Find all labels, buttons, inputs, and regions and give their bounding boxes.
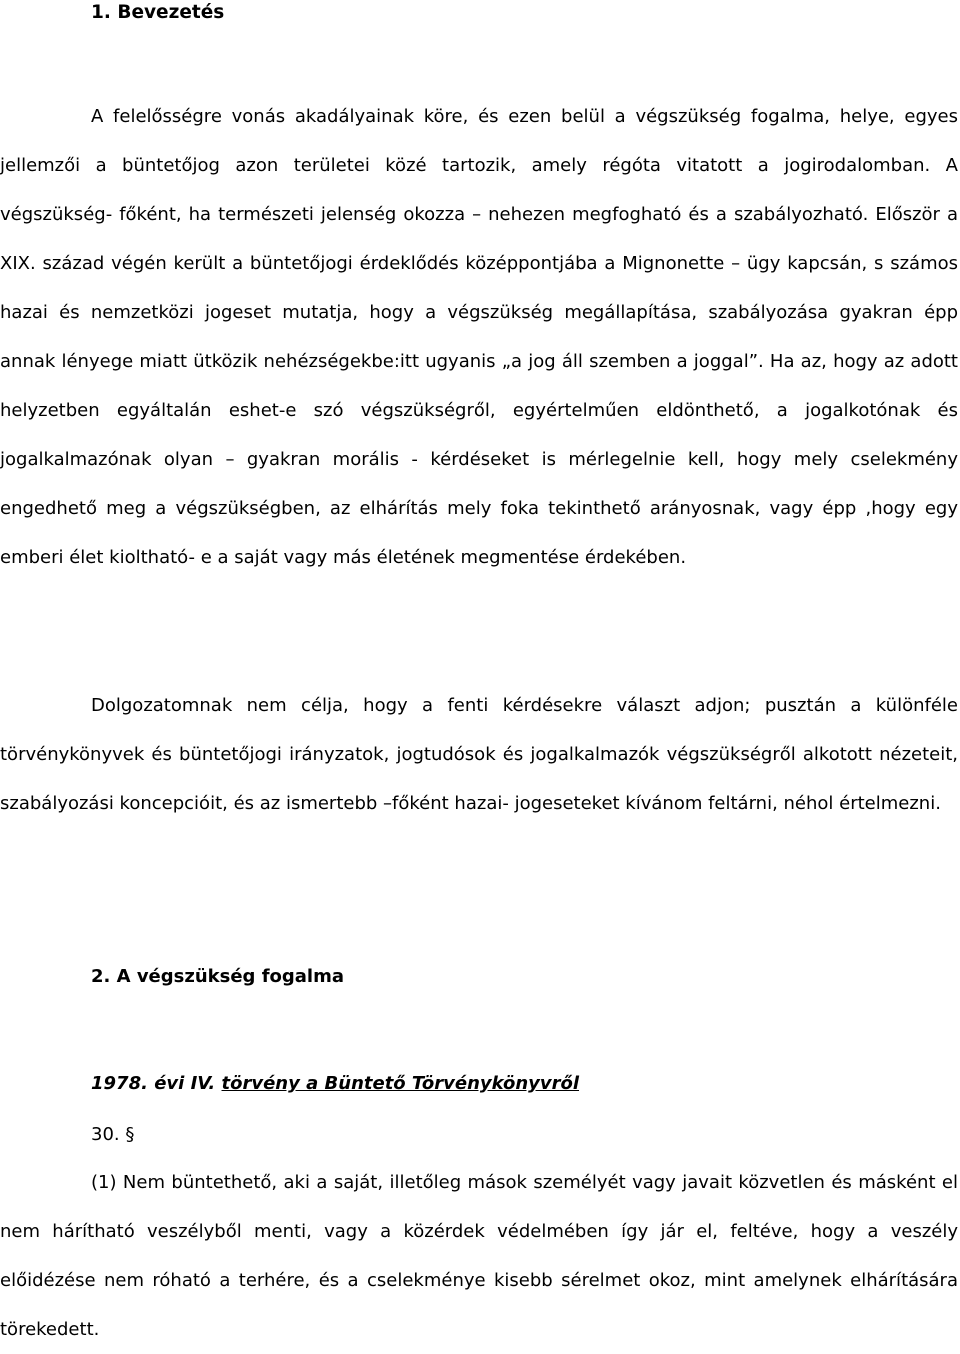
section-heading-definition: 2. A végszükség fogalma xyxy=(91,966,345,987)
law-title-prefix: 1978. évi IV. xyxy=(91,1073,222,1094)
paragraph-thesis-aim: Dolgozatomnak nem célja, hogy a fenti kérdésekre választ adjon; pusztán a különféle törvénykönyvek és büntetőjogi irányzatok, jogtudósok és jogalkalmazók végszükségről alkotott nézeteit, szabályozási koncepcióit, és az ismertebb –főként hazai- jogeseteket kívánom feltárni, néhol értelmezni. xyxy=(0,695,958,814)
law-title-underlined: törvény a Büntető Törvénykönyvről xyxy=(221,1073,580,1094)
paragraph-introduction: A felelősségre vonás akadályainak köre, és ezen belül a végszükség fogalma, helye, egyes jellemzői a büntetőjog azon területei közé tartozik, amely régóta vitatott a jogirodalomban. A végszükség- főként, ha természeti jelenség okozza – nehezen megfogható és a szabályozható. Először a XIX. század végén került a büntetőjogi érdeklődés középpontjába a Mignonette – ügy kapcsán, s számos hazai és nemzetközi jogeset mutatja, hogy a végszükség megállapítása, szabályozása gyakran épp annak lényege miatt ütközik nehézségekbe:itt ugyanis „a jog áll szemben a joggal”. Ha az, hogy az adott helyzetben egyáltalán eshet-e szó végszükségről, egyértelműen eldönthető, a jogalkotónak és jogalkalmazónak olyan – gyakran morális - kérdéseket is mérlegelnie kell, hogy mely cselekmény engedhető meg a végszükségben, az elhárítás mely foka tekinthető arányosnak, vagy épp ,hogy egy emberi élet kioltható- e a saját vagy más életének megmentése érdekében. xyxy=(0,106,958,568)
section-number: 30. § xyxy=(91,1124,135,1145)
paragraph-law-text: (1) Nem büntethető, aki a saját, illetőleg mások személyét vagy javait közvetlen és másként el nem hárítható veszélyből menti, vagy a közérdek védelmében így jár el, feltéve, hogy a veszély előidézése nem róható a terhére, és a cselekménye kisebb sérelmet okoz, mint amelynek elhárítására törekedett. xyxy=(0,1172,958,1340)
section-heading-introduction: 1. Bevezetés xyxy=(91,2,225,23)
law-title xyxy=(91,1071,579,1097)
